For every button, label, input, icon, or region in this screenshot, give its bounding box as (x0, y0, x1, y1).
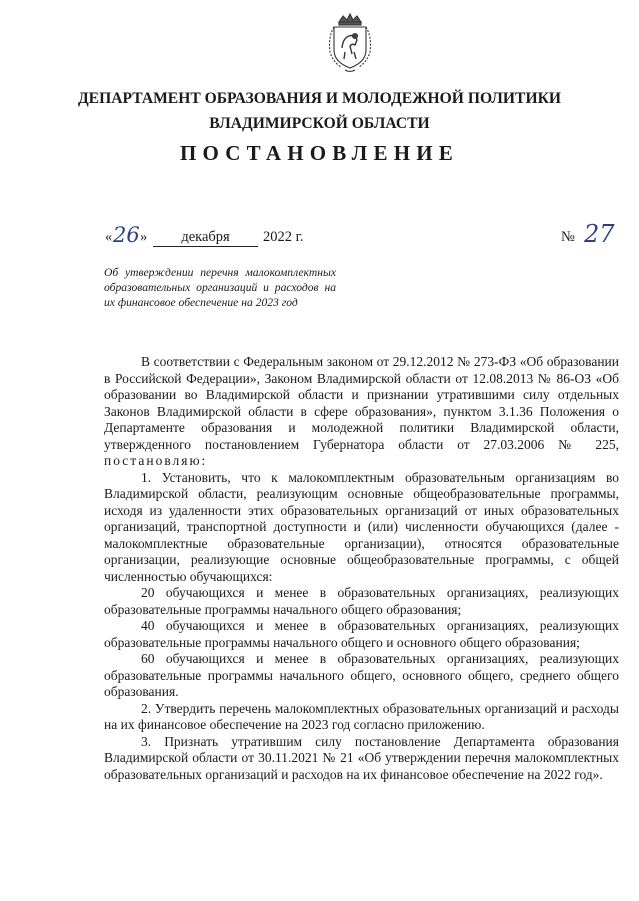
paragraph-item-3: 3. Признать утратившим силу постановление Департамента образования Владимирской области от 30.11.2021 № 21 «Об утверждении перечня малокомплектных образовательных организаций и расходов на их финансовое обеспечение на 2022 год». (104, 733, 619, 782)
date-close-quote: » (140, 229, 148, 245)
preamble (104, 354, 619, 470)
department-name-line2: ВЛАДИМИРСКОЙ ОБЛАСТИ (209, 115, 430, 132)
paragraph-item-1c: 60 обучающихся и менее в образовательных организациях, реализующих образовательные программы начального общего, основного общего, среднего общего образования. (104, 651, 619, 699)
document-type-title: ПОСТАНОВЛЕНИЕ (179, 141, 460, 165)
date-month: декабря (181, 229, 230, 245)
paragraph-item-1: 1. Установить, что к малокомплектным образовательным организациям во Владимирской области, реализующим основные общеобразовательные программы, исходя из удаленности этих образовательных организаций от иных образовательных организаций, транспортной доступности и (или) численности обучающихся (далее - малокомплектные образовательные организации), относятся образовательные организации, реализующие основные общеобразовательные программы, с общей численностью обучающихся: (104, 469, 619, 584)
paragraph-item-2: 2. Утвердить перечень малокомплектных образовательных организаций и расходы на их финансовое обеспечение на 2023 год согласно приложению. (104, 700, 619, 732)
document-subject: Об утверждении перечня малокомплектных образовательных организаций и расходов на их финансовое обеспечение на 2023 год (104, 266, 336, 309)
paragraph-item-1a: 20 обучающихся и менее в образовательных организациях, реализующих образовательные программы начального общего образования; (104, 585, 619, 617)
date-year: 2022 г. (263, 229, 304, 245)
document-body (104, 354, 619, 783)
date-month-underline (153, 246, 258, 247)
department-name-line1: ДЕПАРТАМЕНТ ОБРАЗОВАНИЯ И МОЛОДЕЖНОЙ ПОЛИТИКИ (77, 90, 562, 107)
paragraph-item-1b: 40 обучающихся и менее в образовательных организациях, реализующих образовательные программы начального общего и основного общего образования; (104, 618, 619, 650)
document-number-label: № (561, 229, 575, 245)
coat-of-arms-icon (325, 12, 375, 74)
date-number-row (103, 220, 623, 252)
date-day-handwritten: 26 (113, 223, 140, 247)
preamble-text: В соответствии с Федеральным законом от 29.12.2012 № 273-ФЗ «Об образовании в Российской Федерации», Законом Владимирской области от 12.08.2013 № 86-ОЗ «Об образовании во Владимирской области и признании утратившими силу отдельных Законов Владимирской области в сфере образования», пунктом 3.1.36 Положения о Департаменте образования и молодежной политики Владимирской области, утвержденного постановлением Губернатора области от 27.03.2006 № 225, (104, 354, 619, 452)
document-number-handwritten: 27 (584, 220, 615, 248)
date-open-quote: « (105, 229, 113, 245)
decree-word: постановляю: (104, 453, 208, 468)
